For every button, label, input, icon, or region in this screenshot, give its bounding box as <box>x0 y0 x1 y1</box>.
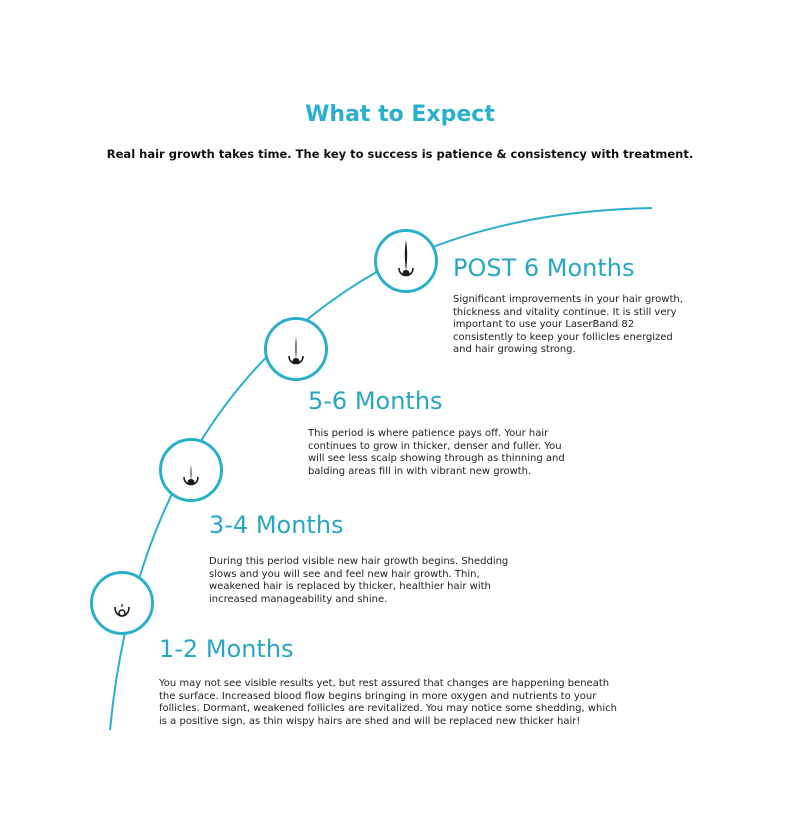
description-line: consistently to keep your follicles energized <box>453 331 673 343</box>
hair-follicle-empty-icon <box>93 574 151 632</box>
stage-heading: POST 6 Months <box>453 254 635 282</box>
description-line: important to use your LaserBand 82 <box>453 319 635 331</box>
stage-heading: 1-2 Months <box>159 635 294 663</box>
stage-description <box>159 678 617 728</box>
description-line: This period is where patience pays off. Your hair <box>308 428 549 439</box>
stage-description <box>308 428 565 478</box>
description-line: the surface. Increased blood flow begins bringing in more oxygen and nutrients to your <box>159 690 597 702</box>
stage-heading: 5-6 Months <box>308 387 443 415</box>
hair-follicle-long-icon <box>267 320 325 378</box>
hair-follicle-short-icon <box>162 441 220 499</box>
description-line: and hair growing strong. <box>453 344 576 356</box>
description-line: is a positive sign, as thin wispy hairs are shed and will be replaced new thicker hair! <box>159 715 581 727</box>
stage-post-6-months-circle <box>374 229 438 293</box>
stage-description <box>453 294 683 357</box>
description-line: balding areas fill in with vibrant new growth. <box>308 465 532 477</box>
description-line: Significant improvements in your hair growth, <box>453 294 683 305</box>
description-line: will see less scalp showing through as thinning and <box>308 453 565 465</box>
description-line: thickness and vitality continue. It is still very <box>453 306 677 318</box>
description-line: You may not see visible results yet, but rest assured that changes are happening beneath <box>159 678 610 689</box>
description-line: continues to grow in thicker, denser and fuller. You <box>308 440 562 452</box>
stage-description <box>209 556 508 606</box>
description-line: During this period visible new hair growth begins. Shedding <box>209 556 509 567</box>
stage-3-4-months-circle <box>159 438 223 502</box>
description-line: weakened hair is replaced by thicker, healthier hair with <box>209 581 491 593</box>
description-line: increased manageability and shine. <box>209 593 388 605</box>
page-title: What to Expect <box>305 102 495 127</box>
description-line: slows and you will see and feel new hair growth. Thin, <box>209 568 480 580</box>
stage-heading: 3-4 Months <box>209 511 344 539</box>
hair-follicle-full-icon <box>377 232 435 290</box>
stage-1-2-months-circle <box>90 571 154 635</box>
description-line: follicles. Dormant, weakened follicles are revitalized. You may notice some shedding, which <box>159 703 617 715</box>
stage-5-6-months-circle <box>264 317 328 381</box>
page-subtitle: Real hair growth takes time. The key to success is patience & consistency with treatment. <box>106 147 694 161</box>
